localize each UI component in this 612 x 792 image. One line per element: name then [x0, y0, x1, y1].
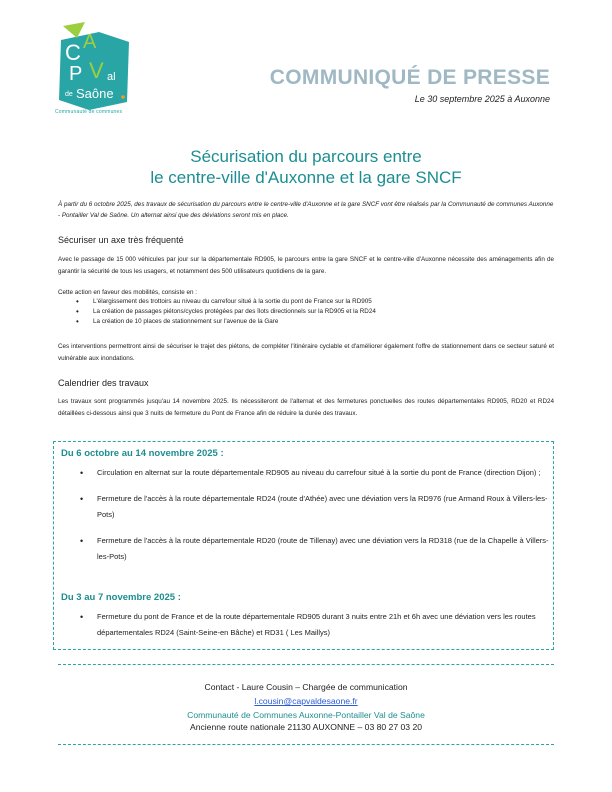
period1-heading: Du 6 octobre au 14 novembre 2025 : [61, 448, 224, 459]
list-item: • Fermeture de l'accès à la route départementale RD24 (route d'Athée) avec une déviation vers la RD976 (rue Armand Roux à Villers-les-Pots) [80, 491, 550, 523]
logo-letter-p: P [69, 63, 83, 85]
logo-saone: Saône [76, 86, 114, 101]
logo-letter-a: A [83, 31, 97, 53]
footer-address: Ancienne route nationale 21130 AUXONNE – 03 80 27 03 20 [189, 722, 423, 732]
logo-letter-v: V [89, 58, 104, 83]
footer-divider-top [58, 664, 554, 665]
period2-list [80, 609, 550, 651]
intro-paragraph: À partir du 6 octobre 2025, des travaux de sécurisation du parcours entre le centre-ville d'Auxonne et la gare SNCF vont être réalisés par la Communauté de communes Auxonne - Pontailler Val de Saône. Un alternat ainsi que des déviations seront mis en place. [58, 201, 554, 219]
footer-divider-bottom [58, 744, 554, 745]
footer-email-line [0, 696, 612, 706]
list-item: • Fermeture du pont de France et de la route départementale RD905 durant 3 nuits entre 21h et 6h avec une déviation vers les routes départementales RD24 (Saint-Seine-en Bâche) et RD31 ( Les Maillys) [80, 609, 550, 641]
list-item: • Circulation en alternat sur la route départementale RD905 au niveau du carrefour situé à la sortie du pont de France (direction Dijon) ; [80, 465, 550, 481]
press-release-date: Le 30 septembre 2025 à Auxonne [414, 94, 550, 104]
list-item: • La création de passages piétons/cycles protégées par des îlots directionnels sur la RD905 et la RD24 [76, 307, 546, 317]
document-title-line2: le centre-ville d'Auxonne et la gare SNCF [150, 168, 462, 187]
contact-email-link[interactable]: l.cousin@capvaldesaone.fr [254, 696, 358, 706]
document-title-line1: Sécurisation du parcours entre [190, 147, 422, 166]
press-release-title: COMMUNIQUÉ DE PRESSE [269, 66, 550, 89]
period1-list [80, 465, 550, 575]
section1-list-intro: Cette action en faveur des mobilités, consiste en : [58, 289, 197, 296]
logo-dot [121, 95, 125, 99]
logo-graphic [55, 18, 135, 118]
logo-val: al [107, 71, 116, 83]
section1-closing: Ces interventions permettront ainsi de sécuriser le trajet des piétons, de compléter l'itinéraire cyclable et d'améliorer également l'offre de stationnement dans ce secteur saturé et vulnérable aux inondations. [58, 343, 554, 362]
logo-letter-c: C [65, 40, 81, 65]
list-item: • Fermeture de l'accès à la route départementale RD20 (route de Tillenay) avec une déviation vers la RD318 (rue de la Chapelle à Villers-les-Pots) [80, 533, 550, 565]
capvaldesaone-logo [55, 18, 135, 118]
list-item: • La création de 10 places de stationnement sur l'avenue de la Gare [76, 317, 546, 327]
section1-list [76, 297, 546, 327]
section2-paragraph: Les travaux sont programmés jusqu'au 14 novembre 2025. Ils nécessiteront de l'alternat et des fermetures ponctuelles des routes départementales RD905, RD20 et RD24 détaillées ci-dessous ainsi que 3 nuits de fermeture du Pont de France afin de réduire la durée des travaux. [58, 398, 554, 417]
section-heading-calendrier: Calendrier des travaux [58, 378, 149, 388]
section-heading-securiser: Sécuriser un axe très fréquenté [58, 235, 184, 245]
logo-caption: Communauté de communes [55, 109, 123, 115]
logo-accent-green [63, 22, 85, 38]
section1-paragraph: Avec le passage de 15 000 véhicules par jour sur la départementale RD905, le parcours entre la gare SNCF et le centre-ville d'Auxonne nécessite des aménagements afin de garantir la sécurité de tous les usagers, et notamment des 500 utilisateurs quotidiens de la gare. [58, 256, 554, 275]
logo-de: de [65, 91, 73, 98]
footer-org-name: Communauté de Communes Auxonne-Pontailler Val de Saône [187, 710, 425, 720]
footer-contact: Contact - Laure Cousin – Chargée de communication [204, 682, 408, 692]
list-item: • L'élargissement des trottoirs au niveau du carrefour situé à la sortie du pont de France sur la RD905 [76, 297, 546, 307]
document-title [0, 146, 612, 188]
footer-org [0, 710, 612, 720]
period2-heading: Du 3 au 7 novembre 2025 : [61, 592, 181, 603]
